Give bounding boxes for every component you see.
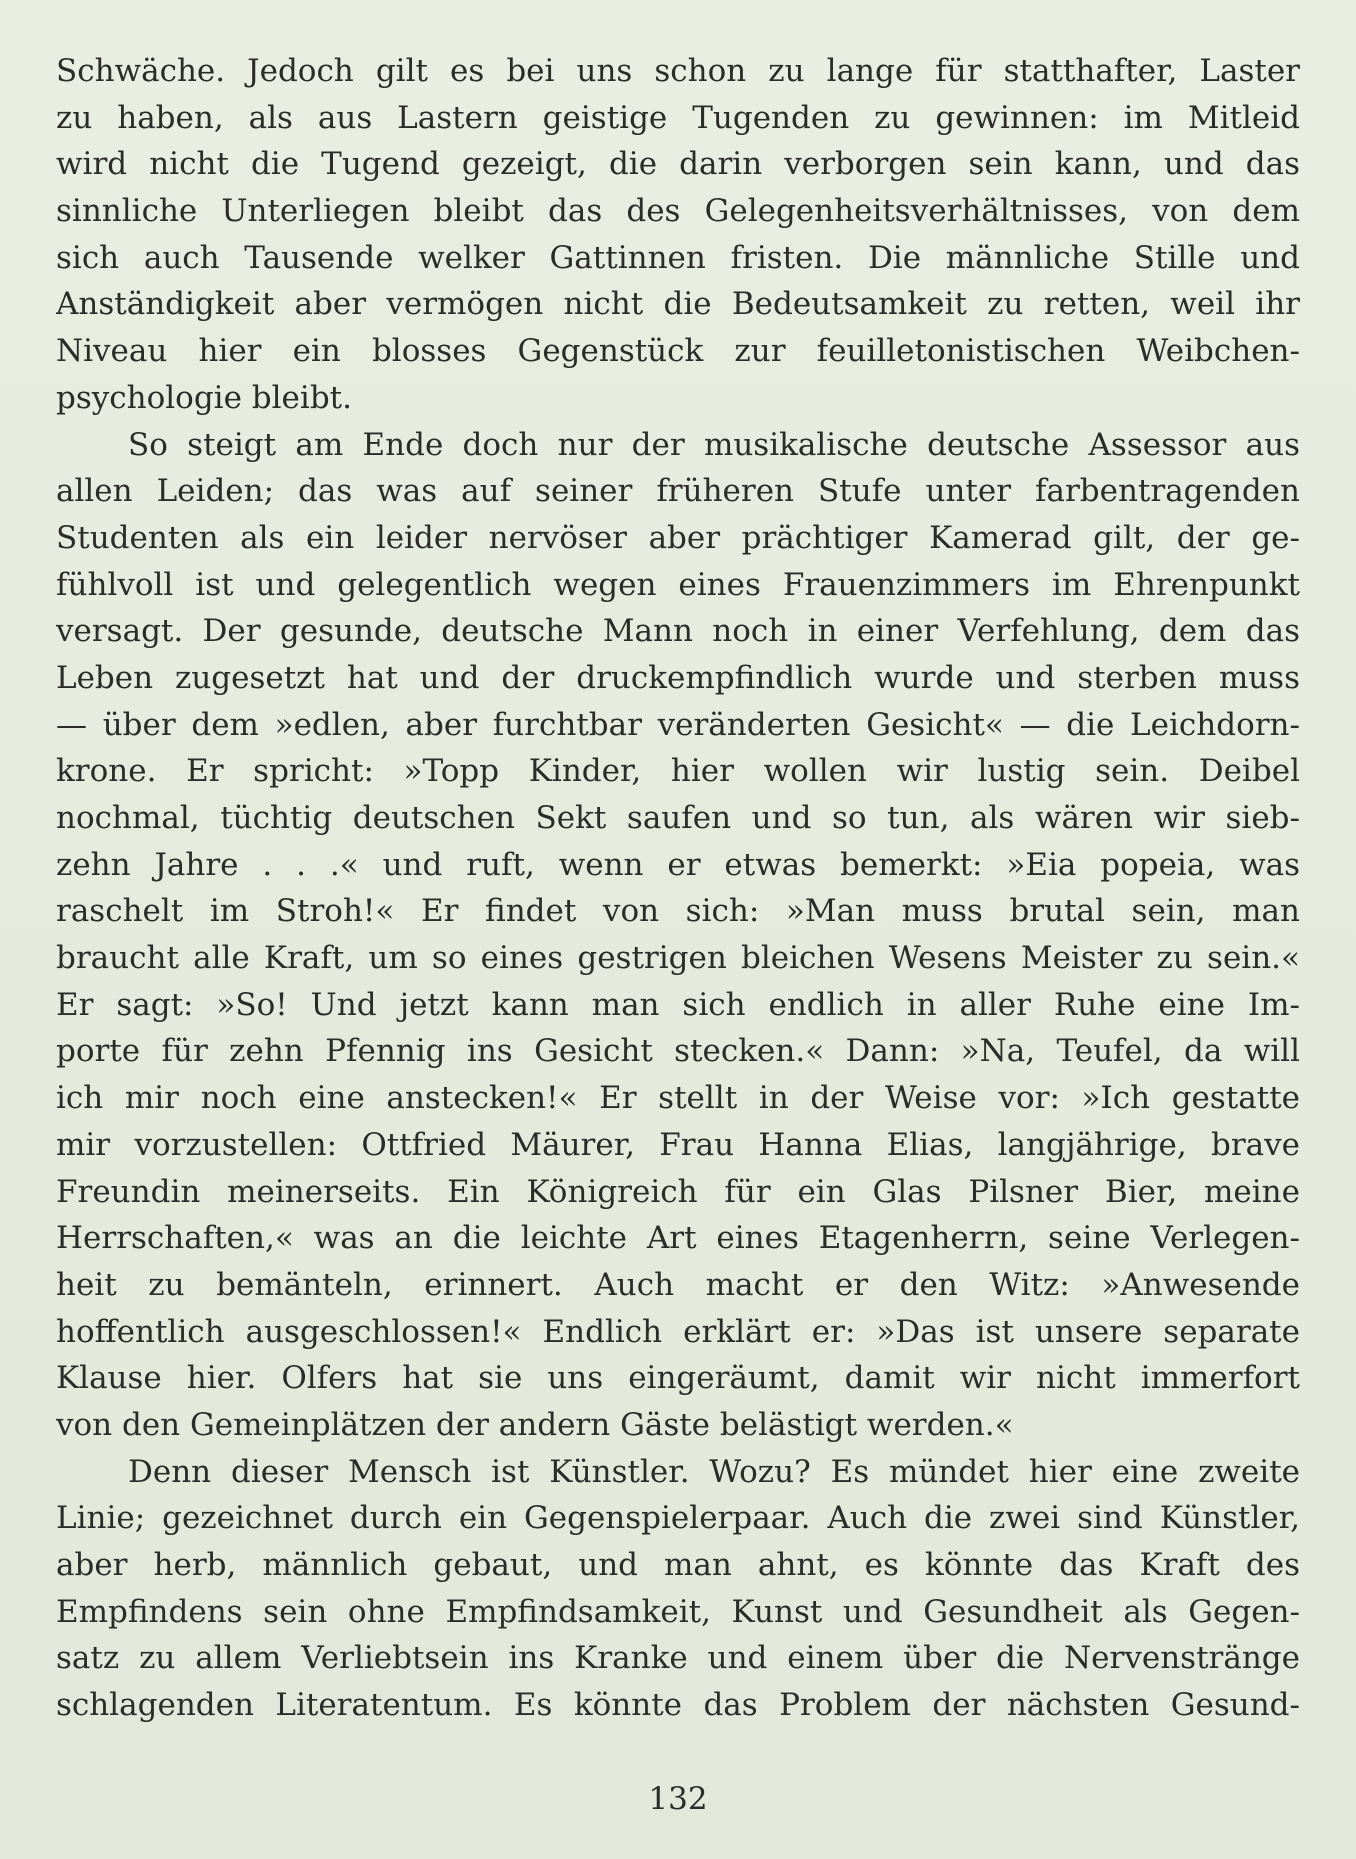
text-line: Studenten als ein leider nervöser aber prächtiger Kamerad gilt, der ge- <box>56 519 1300 556</box>
text-line: aber herb, männlich gebaut, und man ahnt, es könnte das Kraft des <box>56 1547 1300 1583</box>
text-line: raschelt im Stroh!« Er findet von sich: »Man muss brutal sein, man <box>56 893 1300 930</box>
text-line: schlagenden Literatentum. Es könnte das Problem der nächsten Gesund- <box>56 1687 1300 1724</box>
text-line: ich mir noch eine anstecken!« Er stellt in der Weise vor: »Ich gestatte <box>56 1080 1300 1117</box>
text-line: nochmal, tüchtig deutschen Sekt saufen und so tun, als wären wir sieb- <box>56 800 1300 836</box>
text-line: psychologie bleibt. <box>56 379 352 416</box>
text-line: Niveau hier ein blosses Gegenstück zur feuilletonistischen Weibchen- <box>56 333 1300 370</box>
paragraph-3 <box>56 1449 1300 1729</box>
text-line: Linie; gezeichnet durch ein Gegenspielerpaar. Auch die zwei sind Künstler, <box>56 1500 1300 1537</box>
body-text <box>56 48 1300 1729</box>
text-line: versagt. Der gesunde, deutsche Mann noch in einer Verfehlung, dem das <box>56 613 1300 650</box>
text-line: krone. Er spricht: »Topp Kinder, hier wollen wir lustig sein. Deibel <box>56 753 1300 790</box>
text-line: wird nicht die Tugend gezeigt, die darin verborgen sein kann, und das <box>56 146 1300 183</box>
text-line: Schwäche. Jedoch gilt es bei uns schon zu lange für statthafter, Laster <box>56 53 1300 89</box>
text-line: allen Leiden; das was auf seiner früheren Stufe unter farbentragenden <box>56 473 1300 510</box>
text-line: braucht alle Kraft, um so eines gestrigen bleichen Wesens Meister zu sein.« <box>56 940 1300 977</box>
text-line: Leben zugesetzt hat und der druckempfindlich wurde und sterben muss <box>56 659 1300 696</box>
text-line: Freundin meinerseits. Ein Königreich für ein Glas Pilsner Bier, meine <box>56 1173 1300 1210</box>
page-number: 132 <box>648 1781 708 1817</box>
text-line: satz zu allem Verliebtsein ins Kranke und einem über die Nervenstränge <box>56 1640 1300 1677</box>
text-line: Empfindens sein ohne Empfindsamkeit, Kunst und Gesundheit als Gegen- <box>56 1593 1300 1630</box>
text-line: zehn Jahre . . .« und ruft, wenn er etwas bemerkt: »Eia popeia, was <box>56 846 1300 883</box>
text-line: zu haben, als aus Lastern geistige Tugenden zu gewinnen: im Mitleid <box>56 99 1300 136</box>
paragraph-2 <box>56 422 1300 1449</box>
text-line: fühlvoll ist und gelegentlich wegen eines Frauenzimmers im Ehrenpunkt <box>56 566 1300 603</box>
paragraph-1 <box>56 48 1300 422</box>
text-line: Herrschaften,« was an die leichte Art eines Etagenherrn, seine Verlegen- <box>56 1220 1300 1257</box>
text-line: hoffentlich ausgeschlossen!« Endlich erklärt er: »Das ist unsere separate <box>56 1313 1300 1350</box>
text-line: heit zu bemänteln, erinnert. Auch macht er den Witz: »Anwesende <box>56 1266 1300 1303</box>
text-line: Anständigkeit aber vermögen nicht die Bedeutsamkeit zu retten, weil ihr <box>56 286 1300 323</box>
text-line: — über dem »edlen, aber furchtbar veränderten Gesicht« — die Leichdorn- <box>56 706 1300 743</box>
text-line: sich auch Tausende welker Gattinnen fristen. Die männliche Stille und <box>56 239 1300 276</box>
text-line: So steigt am Ende doch nur der musikalische deutsche Assessor aus <box>128 426 1300 463</box>
text-line: Denn dieser Mensch ist Künstler. Wozu? Es mündet hier eine zweite <box>128 1453 1300 1490</box>
text-line: sinnliche Unterliegen bleibt das des Gelegenheitsverhältnisses, von dem <box>56 193 1300 230</box>
text-line: mir vorzustellen: Ottfried Mäurer, Frau Hanna Elias, langjährige, brave <box>56 1126 1300 1163</box>
text-line: Klause hier. Olfers hat sie uns eingeräumt, damit wir nicht immerfort <box>56 1360 1300 1397</box>
text-line: von den Gemeinplätzen der andern Gäste belästigt werden.« <box>56 1406 1014 1443</box>
text-line: porte für zehn Pfennig ins Gesicht stecken.« Dann: »Na, Teufel, da will <box>56 1033 1300 1070</box>
text-line: Er sagt: »So! Und jetzt kann man sich endlich in aller Ruhe eine Im- <box>56 986 1300 1023</box>
